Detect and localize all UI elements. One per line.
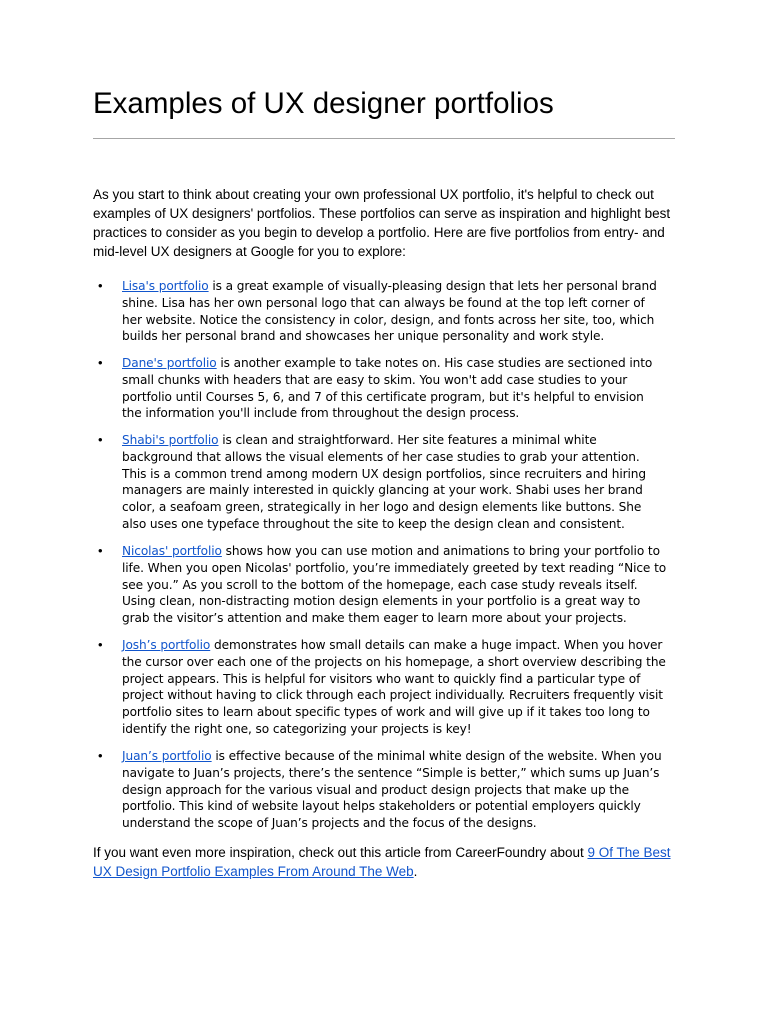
list-item [98, 748, 667, 832]
bullet-marker: • [98, 278, 103, 293]
shabi-portfolio-link[interactable]: Shabi's portfolio [122, 433, 219, 447]
bullet-marker: • [98, 748, 103, 763]
list-item [98, 637, 667, 738]
bullet-marker: • [98, 355, 103, 370]
josh-portfolio-link[interactable]: Josh’s portfolio [122, 638, 211, 652]
list-item [98, 278, 667, 345]
list-item [98, 543, 667, 627]
list-item [98, 432, 667, 533]
intro-paragraph: As you start to think about creating your own professional UX portfolio, it's helpful to check out examples of UX designers' portfolios. These portfolios can serve as inspiration and highlight best practices to consider as you begin to develop a portfolio. Here are five portfolios from entry- and mid-level UX designers at Google for you to explore: [93, 187, 671, 259]
title-divider [93, 138, 675, 139]
closing-period: . [413, 864, 418, 879]
nicolas-portfolio-link[interactable]: Nicolas' portfolio [122, 544, 222, 558]
closing-text: If you want even more inspiration, check out this article from CareerFoundry about [93, 845, 588, 860]
list-item-text: is effective because of the minimal white design of the website. When you navigate to Juan’s projects, there’s the sentence “Simple is better,” which sums up Juan’s design approach for the various visual and product design projects that make up the portfolio. This kind of website layout helps stakeholders or potential employers quickly understand the scope of Juan’s projects and the focus of the designs. [122, 749, 662, 831]
list-item-text: is clean and straightforward. Her site features a minimal white background that allows the visual elements of her case studies to grab your attention. This is a common trend among modern UX design portfolios, since recruiters and hiring managers are mainly interested in quickly glancing at your work. Shabi uses her brand color, a seafoam green, strategically in her logo and design elements like buttons. She also uses one typeface throughout the site to keep the design clean and consistent. [122, 433, 646, 531]
bullet-marker: • [98, 543, 103, 558]
juan-portfolio-link[interactable]: Juan’s portfolio [122, 749, 212, 763]
list-item-text: is another example to take notes on. His case studies are sectioned into small chunks with headers that are easy to skim. You won't add case studies to your portfolio until Courses 5, 6, and 7 of this certificate program, but it's helpful to envision the information you'll include from throughout the design process. [122, 356, 653, 421]
dane-portfolio-link[interactable]: Dane's portfolio [122, 356, 217, 370]
bullet-marker: • [98, 432, 103, 447]
bullet-marker: • [98, 637, 103, 652]
list-item [98, 355, 667, 422]
page-title: Examples of UX designer portfolios [93, 87, 554, 120]
lisa-portfolio-link[interactable]: Lisa's portfolio [122, 279, 209, 293]
list-item-text: demonstrates how small details can make a huge impact. When you hover the cursor over each one of the projects on his homepage, a short overview describing the project appears. This is helpful for visitors who want to quickly find a particular type of project without having to click through each project individually. Recruiters frequently visit portfolio sites to learn about specific types of work and will give up if it takes too long to identify the right one, so categorizing your projects is key! [122, 638, 666, 736]
list-item-text: is a great example of visually-pleasing design that lets her personal brand shine. Lisa has her own personal logo that can always be found at the top left corner of her website. Notice the consistency in color, design, and fonts across her site, too, which builds her personal brand and showcases her unique personality and work style. [122, 279, 657, 344]
list-item-text: shows how you can use motion and animations to bring your portfolio to life. When you open Nicolas' portfolio, you’re immediately greeted by text reading “Nice to see you.” As you scroll to the bottom of the homepage, each case study reveals itself. Using clean, non-distracting motion design elements in your portfolio is a great way to grab the visitor’s attention and make them eager to learn more about your projects. [122, 544, 667, 626]
closing-paragraph [93, 843, 685, 881]
careerfoundry-article-link[interactable]: 9 Of The Best UX Design Portfolio Examples From Around The Web [93, 845, 671, 879]
